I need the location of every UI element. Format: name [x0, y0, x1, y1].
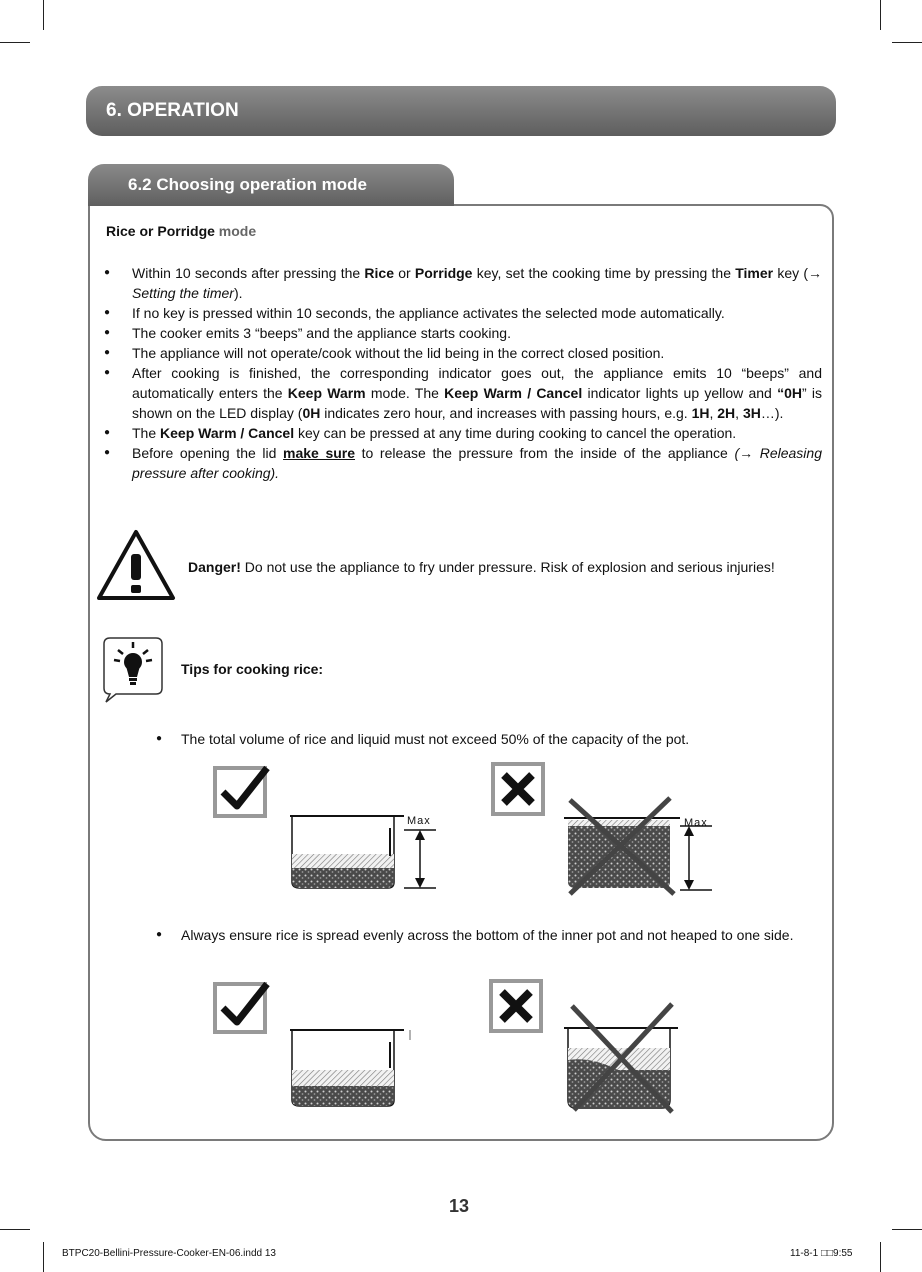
- footer-file: BTPC20-Bellini-Pressure-Cooker-EN-06.indd 13: [62, 1248, 276, 1259]
- mode-title: Rice or Porridge mode: [106, 223, 257, 239]
- crop-mark: [0, 1229, 30, 1230]
- crop-mark: [0, 42, 30, 43]
- subsection-tab: [88, 164, 454, 206]
- crop-mark: [880, 1242, 881, 1272]
- crop-mark: [43, 0, 44, 30]
- instruction-list: [104, 263, 822, 483]
- cross-icon: [491, 762, 547, 818]
- crop-mark: [43, 1242, 44, 1272]
- tips-title: Tips for cooking rice:: [181, 661, 324, 677]
- list-item: ● Before opening the lid make sure to release the pressure from the inside of the appliance (→ Releasing pressure after cooking).: [104, 443, 822, 483]
- footer-date: 11-8-1 □□9:55: [790, 1248, 853, 1259]
- pot-even-diagram: [286, 1024, 416, 1110]
- tip-item: ● Always ensure rice is spread evenly across the bottom of the inner pot and not heaped to one side.: [156, 925, 841, 945]
- check-icon: [213, 980, 271, 1034]
- list-item: ● The Keep Warm / Cancel key can be pressed at any time during cooking to cancel the operation.: [104, 423, 822, 443]
- list-item: ● If no key is pressed within 10 seconds, the appliance activates the selected mode automatically.: [104, 303, 822, 323]
- list-item: ● Within 10 seconds after pressing the Rice or Porridge key, set the cooking time by pressing the Timer key (→ Setting the timer).: [104, 263, 822, 303]
- section-banner: [86, 86, 836, 136]
- list-item: ● The cooker emits 3 “beeps” and the appliance starts cooking.: [104, 323, 822, 343]
- page-number: 13: [449, 1196, 470, 1216]
- list-item: ● After cooking is finished, the corresponding indicator goes out, the appliance emits 10 “beeps” and automatically enters the Keep Warm mode. The Keep Warm / Cancel indicator lights up yellow and “0H” is shown on the LED display (0H indicates zero hour, and increases with passing hours, e.g. 1H, 2H, 3H…).: [104, 363, 822, 423]
- section-title: 6. OPERATION: [106, 100, 239, 121]
- check-icon: [213, 764, 271, 818]
- max-label: Max: [684, 817, 708, 829]
- lightbulb-icon: [102, 636, 164, 704]
- max-label: Max: [407, 815, 431, 827]
- pot-overfilled-diagram: [562, 796, 722, 896]
- pot-heaped-diagram: [562, 1000, 682, 1116]
- subsection-title: 6.2 Choosing operation mode: [128, 175, 367, 194]
- list-item: ● The appliance will not operate/cook without the lid being in the correct closed position.: [104, 343, 822, 363]
- cross-icon: [489, 979, 545, 1035]
- crop-mark: [892, 42, 922, 43]
- danger-note: Danger! Do not use the appliance to fry under pressure. Risk of explosion and serious injuries!: [188, 559, 775, 575]
- crop-mark: [892, 1229, 922, 1230]
- crop-mark: [880, 0, 881, 30]
- tip-item: ● The total volume of rice and liquid must not exceed 50% of the capacity of the pot.: [156, 729, 841, 749]
- warning-icon: [96, 528, 176, 602]
